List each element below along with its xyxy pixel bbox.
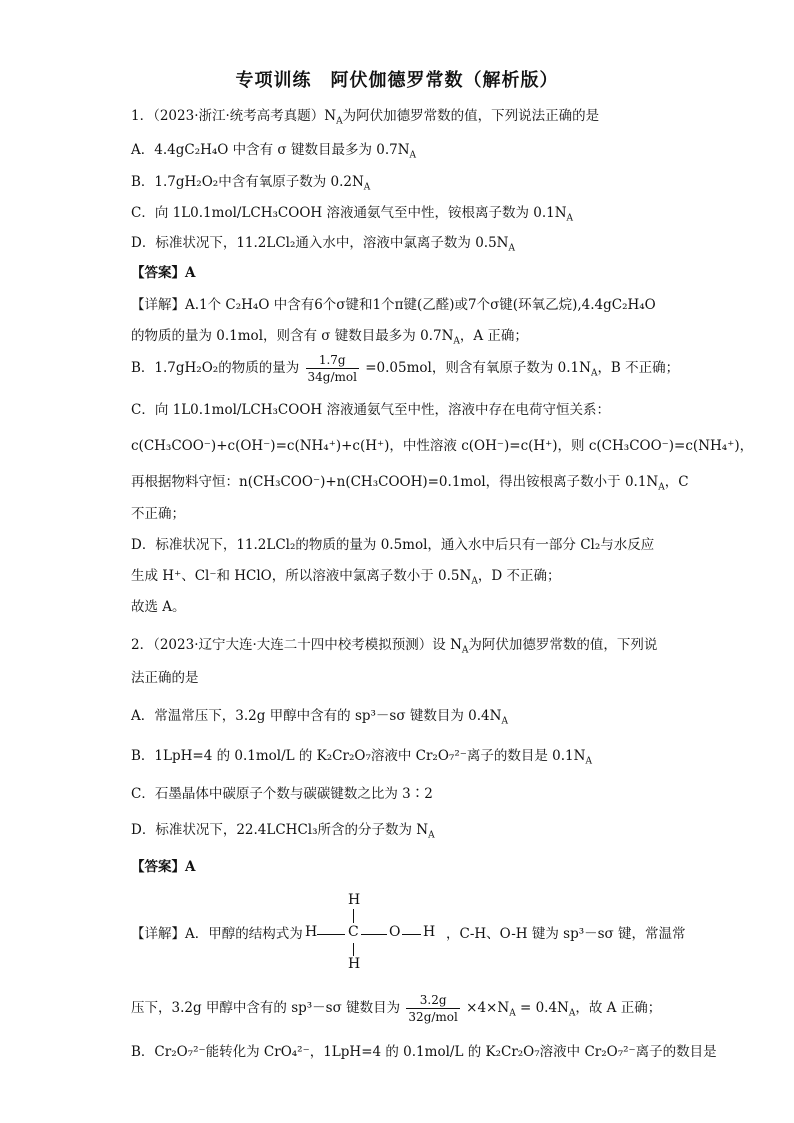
q2-detail-2: 压下，3.2g 甲醇中含有的 sp³－sσ 键数目为 $\frac{3.2g}{\text{32g/mol}}$ $\times 4\times N_A = 0.4N_A$，故 A 正确； (131, 993, 662, 1024)
q2-option-a: A．常温常压下，3.2g 甲醇中含有的 sp³－sσ 键数目为 $0.4N_A$ (131, 708, 508, 727)
q2-option-c: C．石墨晶体中碳原子个数与碳碳键数之比为 3∶2 (131, 786, 433, 802)
q1-option-d: D．标准状况下，11.2LCl₂通入水中，溶液中氯离子数为 $0.5N_A$ (131, 235, 515, 254)
q2-detail-3: B．Cr₂O₇²⁻能转化为 CrO₄²⁻，1LpH=4 的 0.1mol/L 的 K₂Cr₂O₇溶液中 Cr₂O₇²⁻离子的数目是 (131, 1044, 717, 1060)
atom-o: O (389, 924, 401, 940)
methanol-structural-formula (305, 892, 445, 974)
q1-detail-10: 故选 A。 (131, 599, 186, 615)
q2-answer: 【答案】A (131, 859, 196, 875)
bond-h-c (317, 934, 345, 935)
q1-detail-2: 的物质的量为 0.1mol，则含有 σ 键数目最多为 $0.7N_A$，A 正确； (131, 328, 528, 347)
q1-detail-6: 再根据物料守恒：n(CH₃COO⁻)+n(CH₃COOH)=0.1mol，得出铵根离子数小于 $0.1N_A$，C (131, 474, 689, 493)
q1-detail-8: D．标准状况下，11.2LCl₂的物质的量为 0.5mol，通入水中后只有一部分 Cl₂与水反应 (131, 537, 655, 553)
q2-option-d: D．标准状况下，22.4LCHCl₃所含的分子数为 $N_A$ (131, 822, 435, 841)
bond-c-h-bottom (353, 943, 354, 956)
q2-option-b: B．1LpH=4 的 0.1mol/L 的 K₂Cr₂O₇溶液中 Cr₂O₇²⁻离子的数目是 $0.1N_A$ (131, 748, 592, 767)
q1-detail-3: B．1.7gH₂O₂的物质的量为 $\frac{1.7g}{\text{34g/mol}}$ =0.05mol，则含有氧原子数为 $0.1N_A$，B 不正确； (131, 353, 680, 384)
bond-c-o (361, 934, 387, 935)
q1-detail-1: 【详解】A.1个 C₂H₄O 中含有6个σ键和1个π键(乙醛)或7个σ键(环氧乙烷),4.4gC₂H₄O (131, 297, 656, 313)
q2-stem-1: 2．（2023·辽宁大连·大连二十四中校考模拟预测）设 $N_A$为阿伏加德罗常数的值，下列说 (131, 637, 658, 656)
q1-option-b: B．1.7gH₂O₂中含有氧原子数为 $0.2N_A$ (131, 174, 371, 193)
bond-o-h (402, 934, 421, 935)
q2-stem-2: 法正确的是 (131, 670, 199, 686)
q2-detail-1-head: 【详解】A．甲醇的结构式为 (131, 926, 303, 942)
q1-option-c: C．向 1L0.1mol/LCH₃COOH 溶液通氨气至中性，铵根离子数为 $0.1N_A$ (131, 205, 574, 224)
page-title: 专项训练 阿伏伽德罗常数（解析版） (235, 70, 559, 91)
q1-detail-5: c(CH₃COO⁻)+c(OH⁻)=c(NH₄⁺)+c(H⁺)，中性溶液 c(OH⁻)=c(H⁺)，则 c(CH₃COO⁻)=c(NH₄⁺)， (131, 438, 754, 454)
q1-detail-4: C．向 1L0.1mol/LCH₃COOH 溶液通氨气至中性，溶液中存在电荷守恒关系： (131, 402, 610, 418)
atom-h-left: H (305, 924, 318, 940)
fraction: $\frac{1.7g}{\text{34g/mol}}$ (307, 353, 357, 384)
fraction: $\frac{3.2g}{\text{32g/mol}}$ (408, 993, 458, 1024)
q1-detail-7: 不正确； (131, 506, 185, 522)
bond-c-h-top (353, 909, 354, 923)
q1-detail-9: 生成 H⁺、Cl⁻和 HClO，所以溶液中氯离子数小于 $0.5N_A$，D 不正确； (131, 568, 561, 587)
q1-answer: 【答案】A (131, 265, 196, 281)
atom-c: C (348, 924, 359, 940)
q1-stem: 1．（2023·浙江·统考高考真题）$N_A$为阿伏加德罗常数的值，下列说法正确的是 (131, 108, 600, 127)
atom-h-bottom: H (348, 956, 361, 972)
atom-h-top: H (348, 892, 361, 908)
atom-h-right: H (423, 924, 436, 940)
q1-option-a: A．4.4gC₂H₄O 中含有 σ 键数目最多为 $0.7N_A$ (131, 142, 417, 161)
q2-detail-1-tail: ，C-H、O-H 键为 sp³－sσ 键，常温常 (446, 926, 686, 942)
